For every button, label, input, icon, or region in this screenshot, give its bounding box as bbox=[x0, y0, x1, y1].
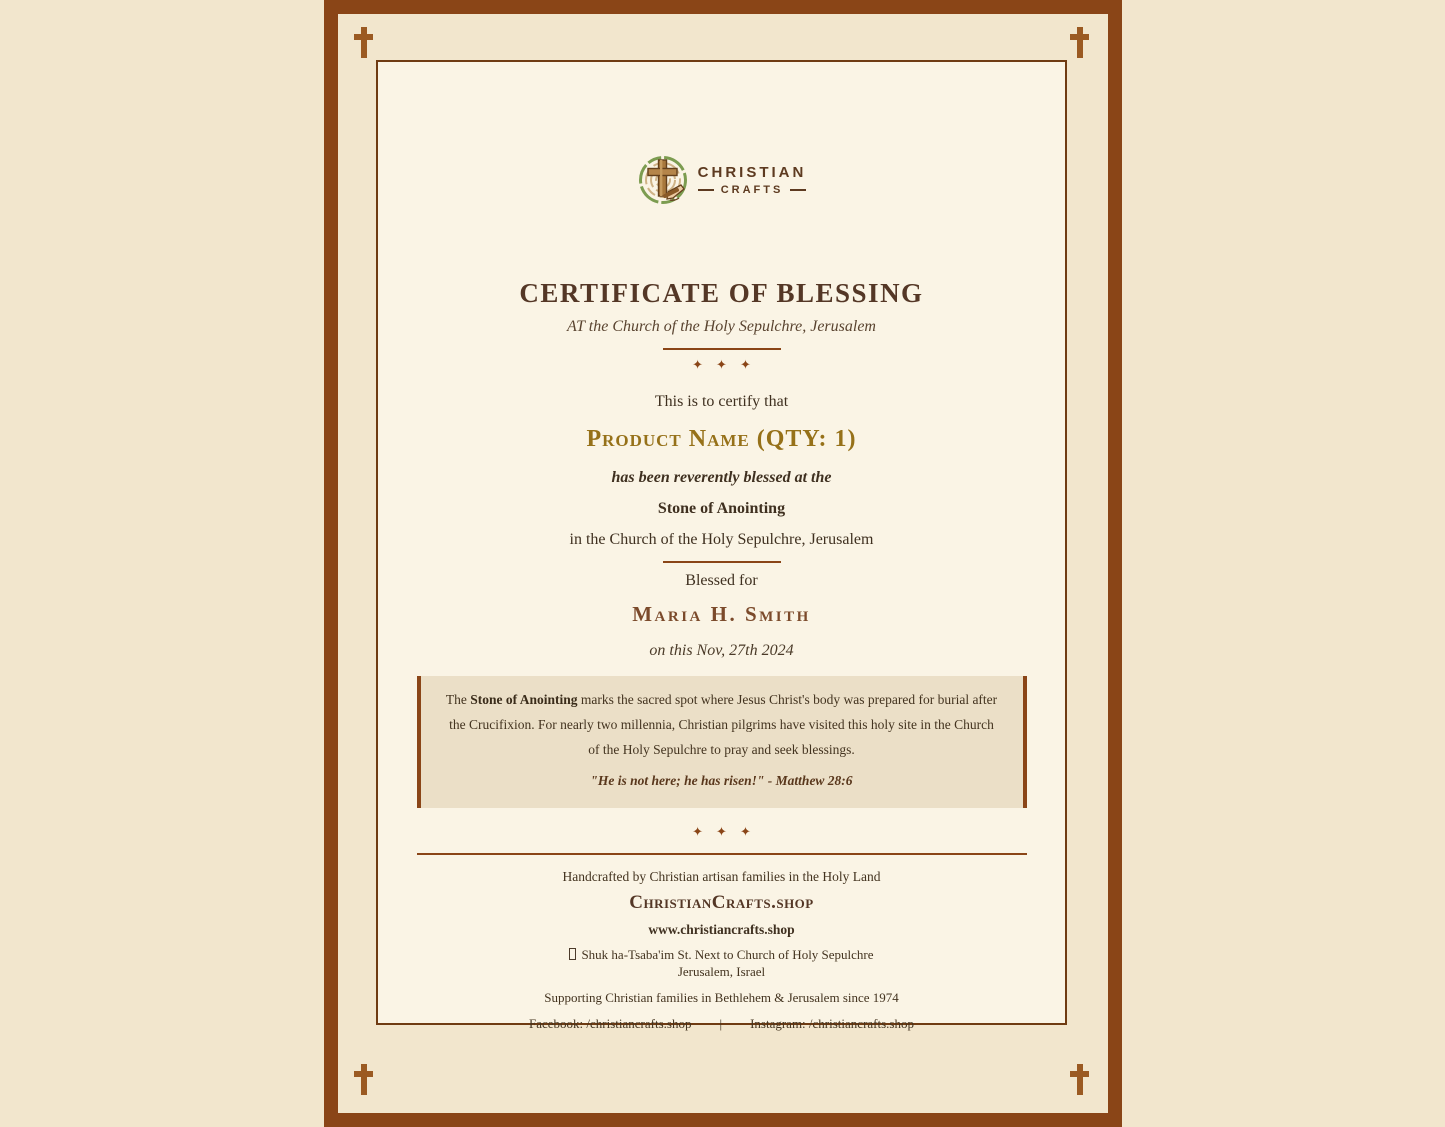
diamond-icon: ✦ bbox=[739, 358, 751, 373]
logo-wordmark bbox=[698, 164, 807, 196]
info-text: The Stone of Anointing marks the sacred spot where Jesus Christ's body was prepared for burial after the Crucifixion. For nearly two millennia, Christian pilgrims have visited this holy site in the Church of the Holy Sepulchre to pray and seek blessings. bbox=[445, 692, 998, 757]
dash-decoration bbox=[698, 189, 714, 191]
website-url: www.christiancrafts.shop bbox=[648, 921, 795, 937]
cross-icon bbox=[1070, 27, 1089, 58]
certificate-card bbox=[324, 0, 1122, 1127]
diamond-icon: ✦ bbox=[692, 358, 704, 373]
divider-line bbox=[663, 561, 781, 563]
diamond-separator bbox=[378, 825, 1065, 840]
footer-divider bbox=[417, 853, 1027, 855]
blessed-for-label: Blessed for bbox=[685, 572, 758, 589]
facebook-handle: Facebook: /christiancrafts.shop bbox=[529, 1015, 692, 1031]
diamond-icon: ✦ bbox=[739, 824, 751, 840]
scripture-quote: "He is not here; he has risen!" - Matthew 28:6 bbox=[590, 772, 853, 788]
handcrafted-text: Handcrafted by Christian artisan families in the Holy Land bbox=[562, 868, 881, 884]
product-name: Product Name (QTY: 1) bbox=[586, 426, 857, 452]
supporting-text: Supporting Christian families in Bethlehem & Jerusalem since 1974 bbox=[544, 989, 899, 1005]
diamond-icon: ✦ bbox=[716, 824, 727, 840]
instagram-handle: Instagram: /christiancrafts.shop bbox=[750, 1015, 914, 1031]
cross-icon bbox=[354, 1064, 373, 1095]
dash-decoration bbox=[790, 189, 806, 191]
diamond-icon: ✦ bbox=[692, 824, 704, 840]
address-line-1: Shuk ha-Tsaba'im St. Next to Church of Holy Sepulchre bbox=[378, 946, 1065, 964]
certify-text: This is to certify that bbox=[654, 393, 789, 410]
social-separator: | bbox=[719, 1015, 723, 1031]
cross-icon bbox=[1070, 1064, 1089, 1095]
blessing-text: has been reverently blessed at the bbox=[611, 469, 832, 486]
brand-name: ChristianCrafts.shop bbox=[629, 891, 814, 913]
diamond-icon: ✦ bbox=[716, 358, 727, 373]
location-name: Stone of Anointing bbox=[657, 500, 786, 517]
brand-logo bbox=[378, 152, 1065, 208]
recipient-name: Maria H. Smith bbox=[632, 602, 811, 626]
certificate-subtitle: AT the Church of the Holy Sepulchre, Jerusalem bbox=[567, 318, 876, 335]
certificate-title: CERTIFICATE OF BLESSING bbox=[519, 278, 924, 308]
diamond-separator bbox=[378, 358, 1065, 373]
certificate-paper bbox=[376, 60, 1067, 1031]
location-detail: in the Church of the Holy Sepulchre, Jerusalem bbox=[569, 531, 874, 548]
info-box bbox=[417, 676, 1027, 808]
info-text-bold: Stone of Anointing bbox=[470, 692, 578, 707]
logo-wordmark-line2-text: CRAFTS bbox=[720, 184, 784, 196]
location-pin-glyph bbox=[569, 948, 576, 960]
logo-wordmark-line1: CHRISTIAN bbox=[697, 164, 807, 181]
blessing-date: on this Nov, 27th 2024 bbox=[649, 642, 794, 659]
cross-icon bbox=[354, 27, 373, 58]
logo-wordmark-line2 bbox=[698, 184, 807, 196]
address-block bbox=[378, 946, 1065, 981]
divider-line bbox=[663, 348, 781, 350]
address-line-2: Jerusalem, Israel bbox=[677, 964, 766, 980]
cross-logo-icon bbox=[637, 154, 689, 206]
social-row bbox=[378, 1016, 1065, 1032]
